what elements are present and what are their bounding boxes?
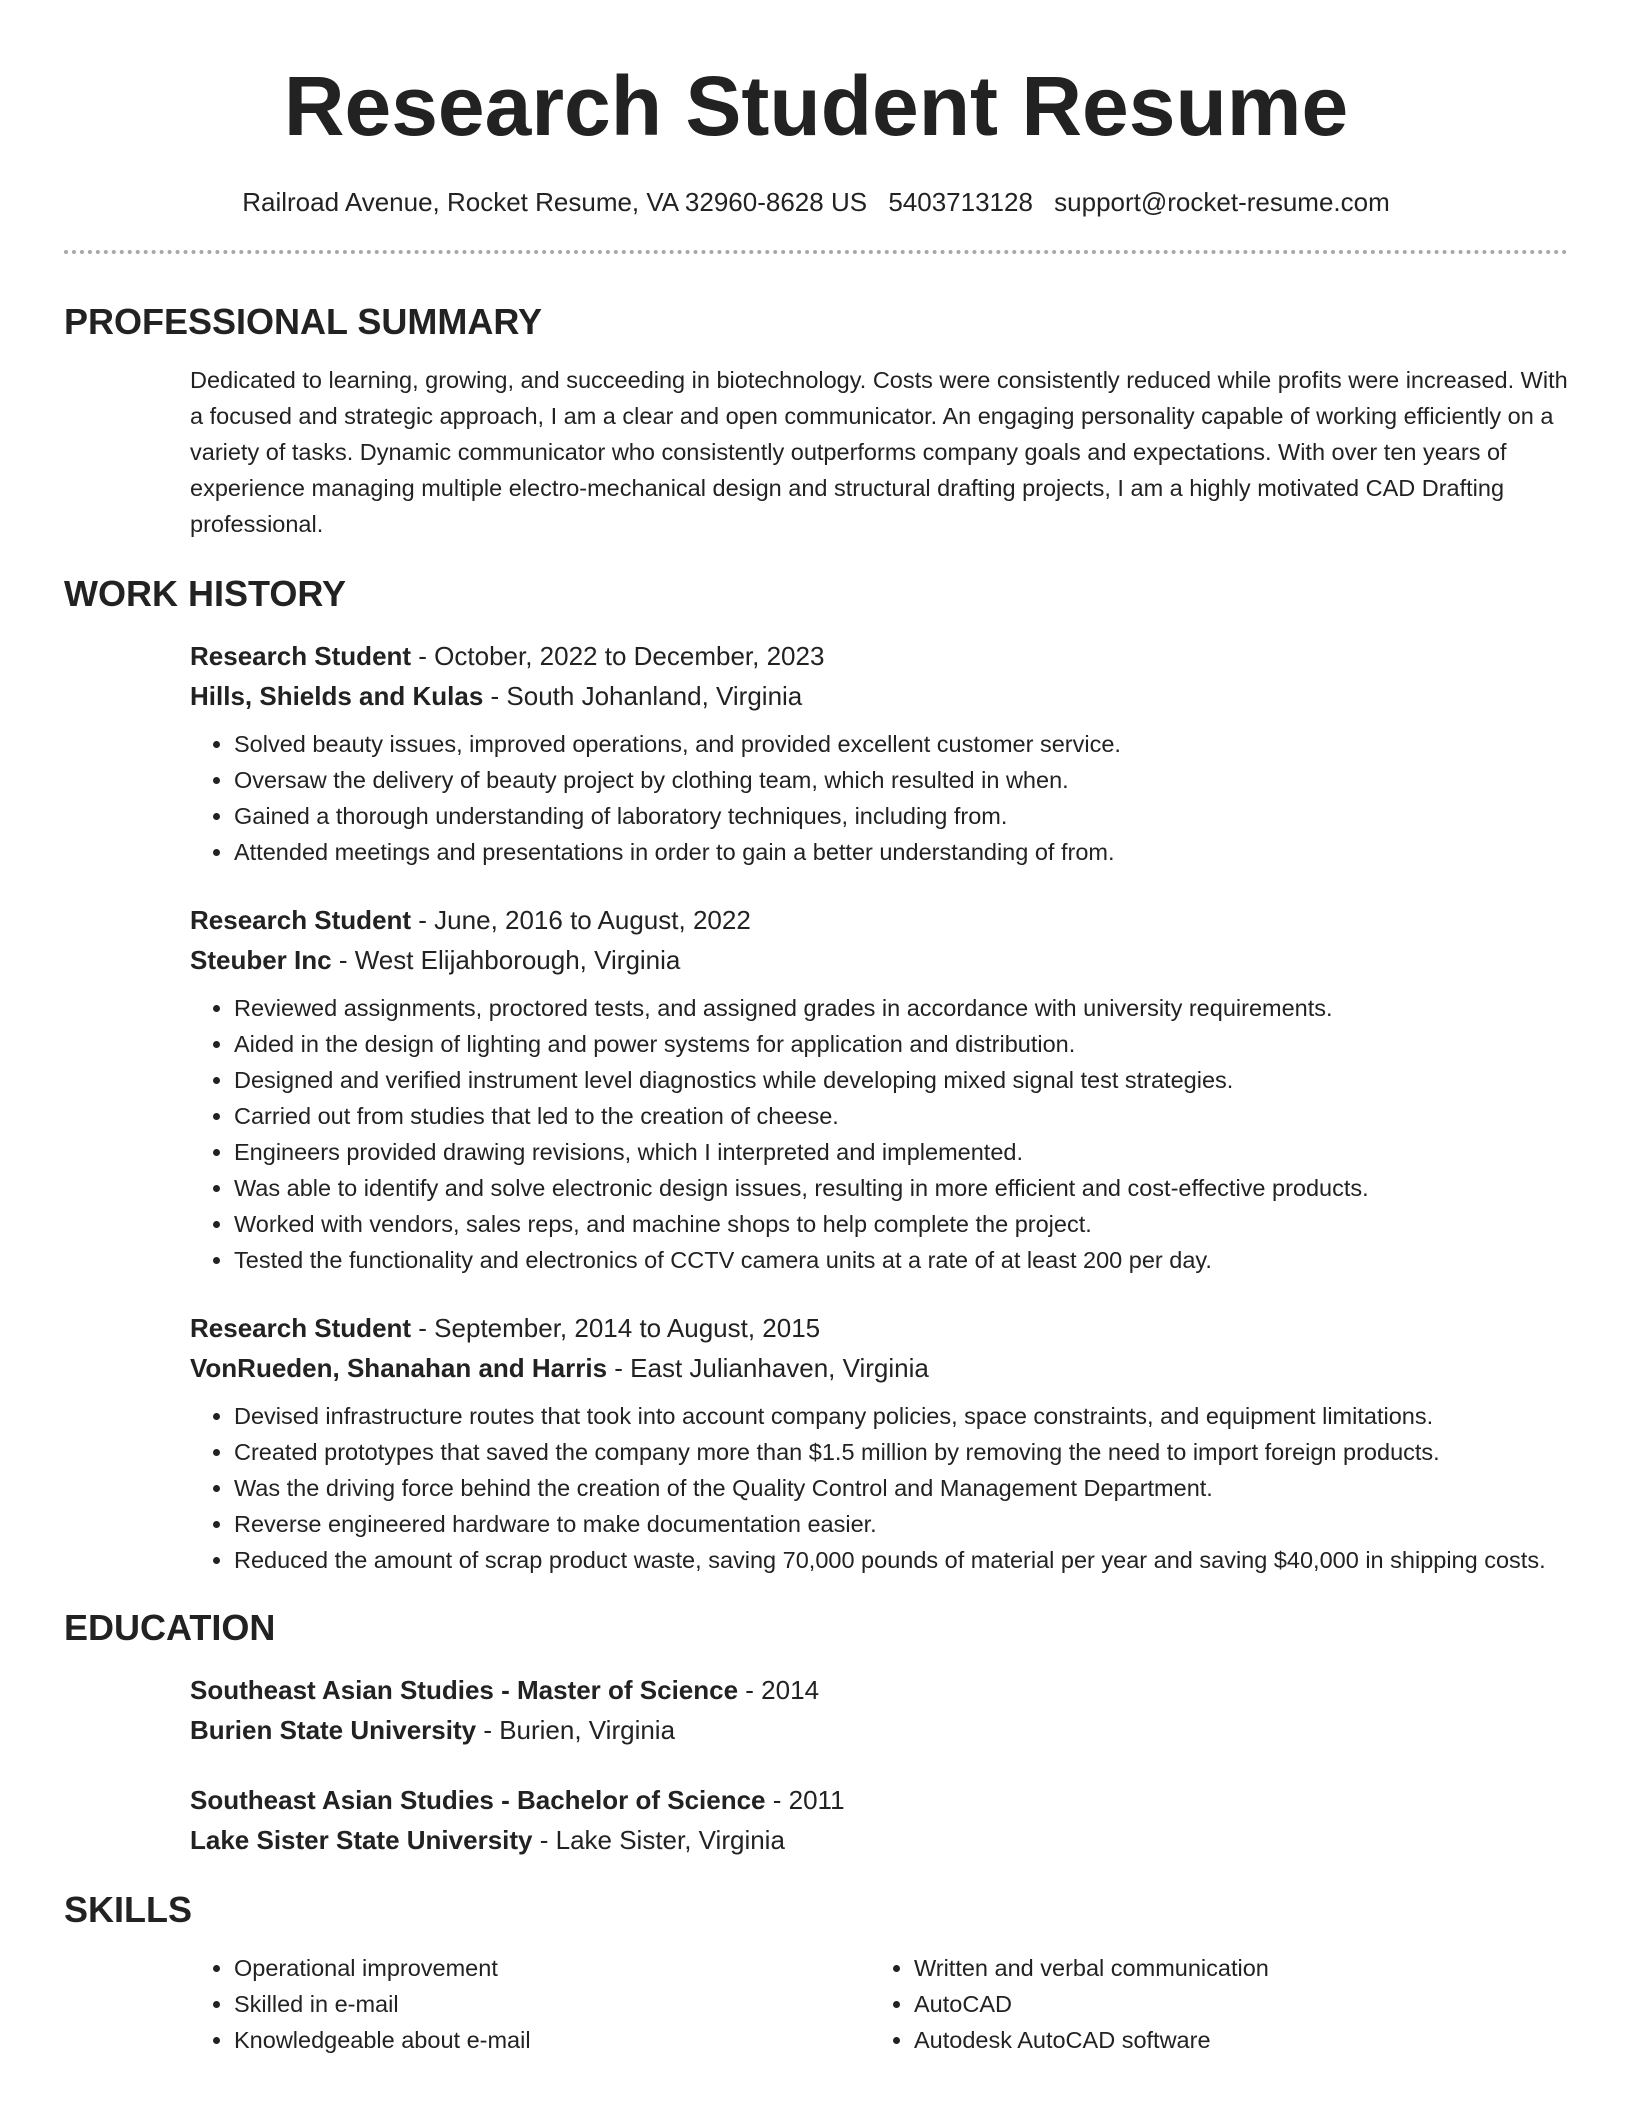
school-location: - Burien, Virginia <box>476 1715 676 1745</box>
header-divider <box>64 250 1568 254</box>
list-item: • Was able to identify and solve electronic design issues, resulting in more efficient and cost-effective products. <box>234 1170 1568 1206</box>
job-title-line <box>190 1308 1568 1348</box>
list-item: • Written and verbal communication <box>914 1950 1550 1986</box>
list-item: • Worked with vendors, sales reps, and machine shops to help complete the project. <box>234 1206 1568 1242</box>
school-location: - Lake Sister, Virginia <box>532 1825 785 1855</box>
list-item: • Was the driving force behind the creation of the Quality Control and Management Department. <box>234 1470 1568 1506</box>
degree: Southeast Asian Studies - Bachelor of Science <box>190 1785 766 1815</box>
list-item: • Operational improvement <box>234 1950 870 1986</box>
job-bullets <box>190 1398 1568 1578</box>
summary-text: Dedicated to learning, growing, and succeeding in biotechnology. Costs were consistently reduced while profits were increased. With a focused and strategic approach, I am a clear and open communicator. An engaging personality capable of working efficiently on a variety of tasks. Dynamic communicator who consistently outperforms company goals and expectations. With over ten years of experience managing multiple electro-mechanical design and structural drafting projects, I am a highly motivated CAD Drafting professional. <box>190 367 1568 537</box>
education-entry <box>190 1780 1568 1860</box>
contact-phone: 5403713128 <box>888 187 1033 217</box>
degree-year: - 2011 <box>765 1785 845 1815</box>
list-item: • Engineers provided drawing revisions, which I interpreted and implemented. <box>234 1134 1568 1170</box>
school: Lake Sister State University <box>190 1825 533 1855</box>
school: Burien State University <box>190 1715 477 1745</box>
job-title-line <box>190 900 1568 940</box>
work-heading: WORK HISTORY <box>64 573 347 614</box>
job-company-line <box>190 940 1568 980</box>
skills-list-right <box>870 1950 1550 2058</box>
school-line <box>190 1820 1568 1860</box>
job-dates: - September, 2014 to August, 2015 <box>411 1313 821 1343</box>
job-dates: - June, 2016 to August, 2022 <box>411 905 751 935</box>
list-item: • Skilled in e-mail <box>234 1986 870 2022</box>
list-item: • Designed and verified instrument level diagnostics while developing mixed signal test strategies. <box>234 1062 1568 1098</box>
job-bullets <box>190 726 1568 870</box>
job-location: - East Julianhaven, Virginia <box>607 1353 929 1383</box>
job-location: - West Elijahborough, Virginia <box>331 945 681 975</box>
job-company-line <box>190 676 1568 716</box>
list-item: • Attended meetings and presentations in order to gain a better understanding of from. <box>234 834 1568 870</box>
list-item: • Created prototypes that saved the company more than $1.5 million by removing the need to import foreign products. <box>234 1434 1568 1470</box>
list-item: • Aided in the design of lighting and power systems for application and distribution. <box>234 1026 1568 1062</box>
list-item: • Carried out from studies that led to the creation of cheese. <box>234 1098 1568 1134</box>
education-section <box>64 1606 1568 1860</box>
job-company-line <box>190 1348 1568 1388</box>
list-item: • Reviewed assignments, proctored tests, and assigned grades in accordance with university requirements. <box>234 990 1568 1026</box>
education-entry <box>190 1670 1568 1750</box>
contact-address: Railroad Avenue, Rocket Resume, VA 32960-8628 US <box>242 187 868 217</box>
list-item: • Oversaw the delivery of beauty project by clothing team, which resulted in when. <box>234 762 1568 798</box>
degree: Southeast Asian Studies - Master of Science <box>190 1675 739 1705</box>
skills-left-column <box>190 1950 870 2058</box>
skills-columns <box>190 1950 1568 2058</box>
degree-line <box>190 1780 1568 1820</box>
skills-section <box>64 1888 1568 2058</box>
list-item: • Autodesk AutoCAD software <box>914 2022 1550 2058</box>
degree-year: - 2014 <box>738 1675 820 1705</box>
list-item: • AutoCAD <box>914 1986 1550 2022</box>
job-title: Research Student <box>190 641 412 671</box>
job-title-line <box>190 636 1568 676</box>
list-item: • Knowledgeable about e-mail <box>234 2022 870 2058</box>
job-entry <box>190 636 1568 870</box>
contact-line <box>64 186 1568 218</box>
school-line <box>190 1710 1568 1750</box>
list-item: • Tested the functionality and electronics of CCTV camera units at a rate of at least 200 per day. <box>234 1242 1568 1278</box>
list-item: • Gained a thorough understanding of laboratory techniques, including from. <box>234 798 1568 834</box>
job-company: VonRueden, Shanahan and Harris <box>190 1353 608 1383</box>
job-bullets <box>190 990 1568 1278</box>
skills-right-column <box>870 1950 1550 2058</box>
job-location: - South Johanland, Virginia <box>483 681 803 711</box>
list-item: • Reverse engineered hardware to make documentation easier. <box>234 1506 1568 1542</box>
job-company: Steuber Inc <box>190 945 332 975</box>
skills-list-left <box>190 1950 870 2058</box>
job-company: Hills, Shields and Kulas <box>190 681 484 711</box>
job-dates: - October, 2022 to December, 2023 <box>411 641 825 671</box>
job-entry <box>190 900 1568 1278</box>
resume-title: Research Student Resume <box>283 59 1349 153</box>
list-item: • Reduced the amount of scrap product waste, saving 70,000 pounds of material per year and saving $40,000 in shipping costs. <box>234 1542 1568 1578</box>
list-item: • Solved beauty issues, improved operations, and provided excellent customer service. <box>234 726 1568 762</box>
education-heading: EDUCATION <box>64 1607 276 1648</box>
degree-line <box>190 1670 1568 1710</box>
job-title: Research Student <box>190 905 412 935</box>
job-entry <box>190 1308 1568 1578</box>
skills-heading: SKILLS <box>64 1889 193 1930</box>
summary-heading: PROFESSIONAL SUMMARY <box>64 301 543 342</box>
list-item: • Devised infrastructure routes that took into account company policies, space constraints, and equipment limitations. <box>234 1398 1568 1434</box>
summary-section <box>64 300 1568 542</box>
contact-email: support@rocket-resume.com <box>1054 187 1390 217</box>
job-title: Research Student <box>190 1313 412 1343</box>
work-section <box>64 572 1568 1578</box>
